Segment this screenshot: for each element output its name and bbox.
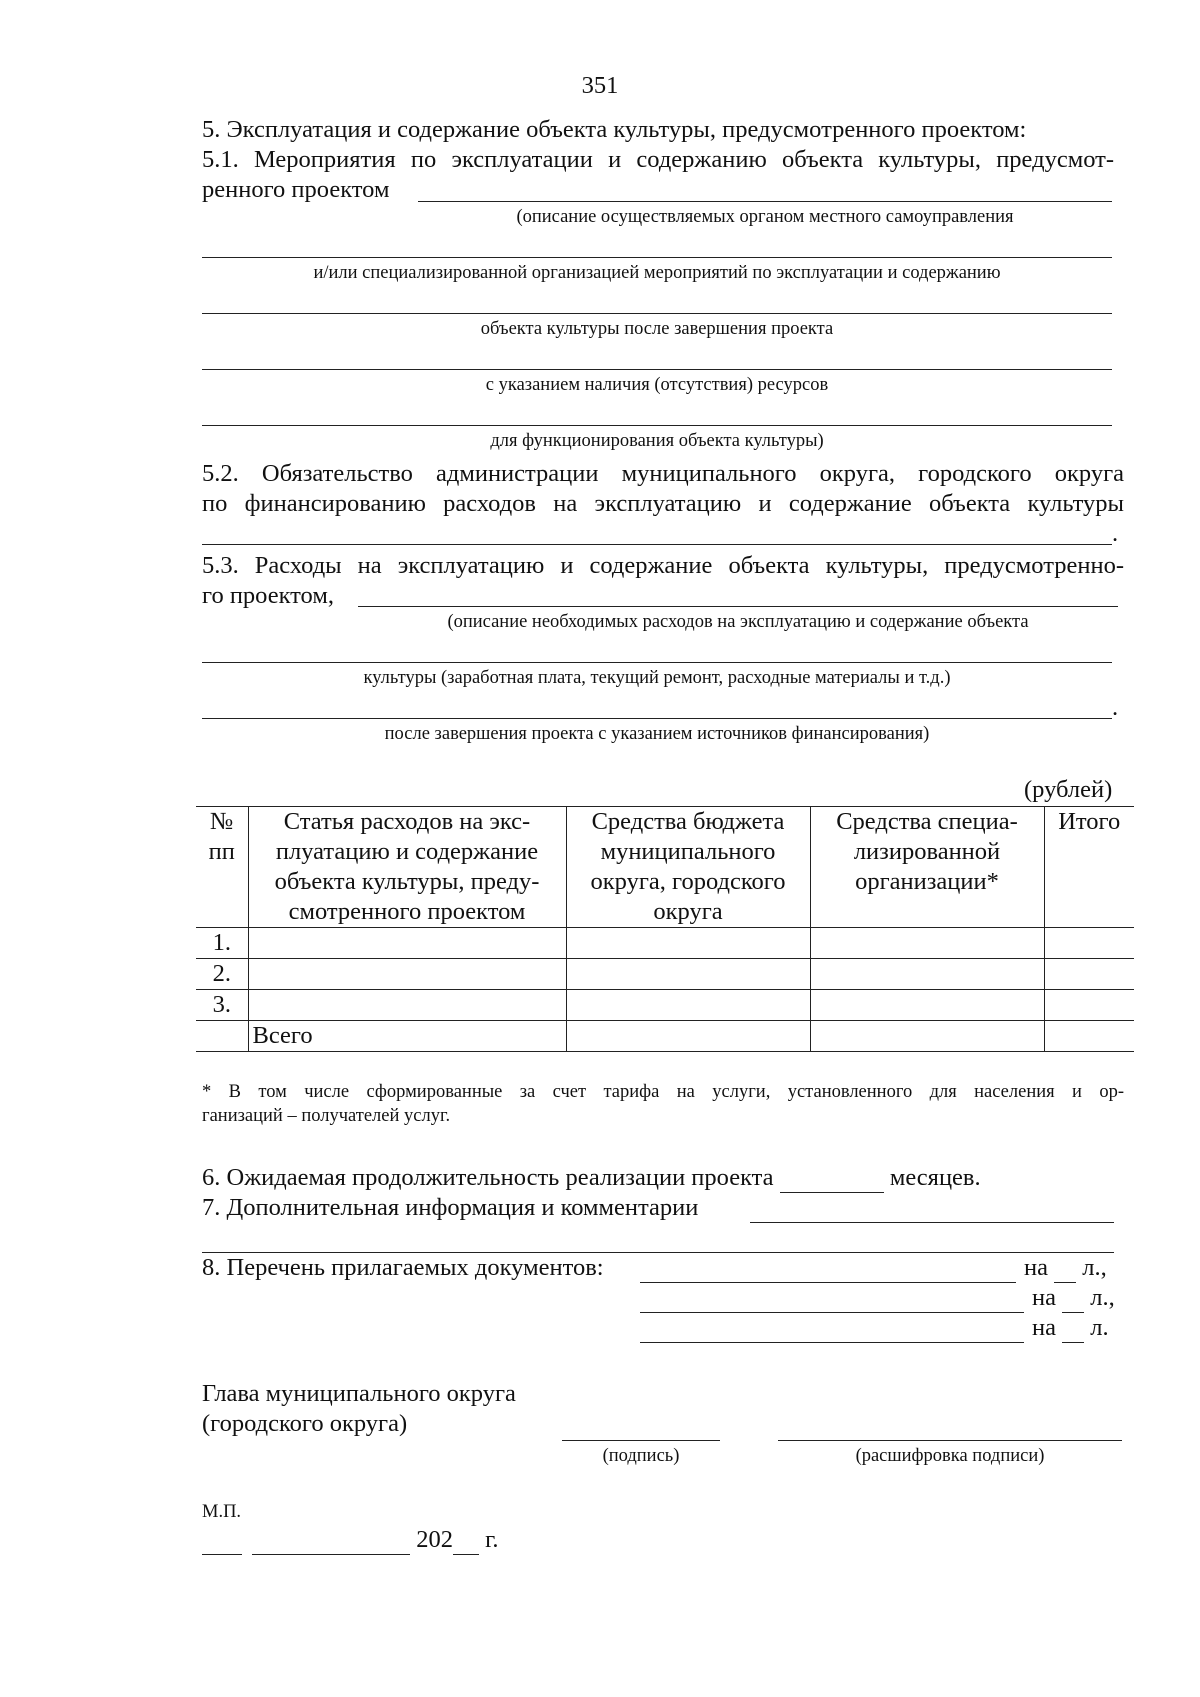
item52-line1: 5.2. Обязательство администрации муниципального округа, городского округа: [202, 460, 1124, 487]
signature-decode-line[interactable]: [778, 1440, 1122, 1441]
row-number: 3.: [196, 990, 248, 1021]
doc-entry-2: на л.,: [1032, 1284, 1115, 1311]
header-expense-item: Статья расходов на экс- плуатацию и содержание объекта культуры, преду- смотренного проектом: [248, 807, 566, 928]
total-label: Всего: [248, 1021, 566, 1052]
item53-blank-line-3[interactable]: [202, 718, 1112, 719]
doc-name-line-2[interactable]: [640, 1312, 1024, 1313]
date-year-prefix: 202: [416, 1526, 453, 1553]
doc-entry-1: на л.,: [1024, 1254, 1107, 1281]
stamp-placeholder: М.П.: [202, 1502, 242, 1522]
item6-unit: месяцев.: [889, 1164, 981, 1191]
costs-table: [196, 806, 1134, 1052]
item51-caption-5: для функционирования объекта культуры): [490, 431, 824, 451]
item51-blank-line-1[interactable]: [418, 201, 1112, 202]
date-line: [202, 1526, 499, 1555]
table-row: [196, 928, 1134, 959]
row-number: 1.: [196, 928, 248, 959]
date-day-input[interactable]: [202, 1526, 242, 1555]
item52-period: .: [1112, 520, 1119, 547]
footnote-line2: ганизаций – получателей услуг.: [202, 1106, 451, 1126]
item51-line1: 5.1. Мероприятия по эксплуатации и содержанию объекта культуры, предусмот-: [202, 146, 1114, 173]
item53-caption-1: (описание необходимых расходов на эксплуатацию и содержание объекта: [447, 612, 1029, 632]
item51-blank-line-4[interactable]: [202, 369, 1112, 370]
item53-line2: го проектом,: [202, 582, 334, 609]
item53-caption-3: после завершения проекта с указанием источников финансирования): [384, 724, 930, 744]
cell-budget-funds-total[interactable]: [566, 1021, 810, 1052]
cell-grand-total[interactable]: [1044, 1021, 1134, 1052]
cell-total[interactable]: [1044, 928, 1134, 959]
cell-budget-funds[interactable]: [566, 959, 810, 990]
item51-blank-line-3[interactable]: [202, 313, 1112, 314]
item51-line2: ренного проектом: [202, 176, 390, 203]
table-total-row: [196, 1021, 1134, 1052]
item51-caption-2: и/или специализированной организацией мероприятий по эксплуатации и содержанию: [313, 263, 1001, 283]
item52-blank-line[interactable]: [202, 544, 1112, 545]
signatory-title-line1: Глава муниципального округа: [202, 1380, 516, 1407]
footnote-line1: * В том числе сформированные за счет тарифа на услуги, установленного для населения и ор-: [202, 1082, 1124, 1102]
section5-heading: 5. Эксплуатация и содержание объекта культуры, предусмотренного проектом:: [202, 116, 1027, 143]
table-row: [196, 990, 1134, 1021]
signatory-title-line2: (городского округа): [202, 1410, 408, 1437]
signature-line[interactable]: [562, 1440, 720, 1441]
header-number: № пп: [196, 807, 248, 928]
doc-pages-input-2[interactable]: [1062, 1284, 1084, 1313]
cell-org-funds-total[interactable]: [810, 1021, 1044, 1052]
cell-total[interactable]: [1044, 990, 1134, 1021]
doc-pages-input-3[interactable]: [1062, 1314, 1084, 1343]
page-number: 351: [581, 72, 619, 99]
item51-caption-1: (описание осуществляемых органом местного самоуправления: [516, 207, 1014, 227]
item6-label: 6. Ожидаемая продолжительность реализации проекта: [202, 1164, 774, 1191]
table-header-row: [196, 807, 1134, 928]
header-org-funds: Средства специа- лизированной организации*: [810, 807, 1044, 928]
cell-org-funds[interactable]: [810, 990, 1044, 1021]
item51-blank-line-2[interactable]: [202, 257, 1112, 258]
item53-line1: 5.3. Расходы на эксплуатацию и содержание объекта культуры, предусмотренно-: [202, 552, 1124, 579]
doc-name-line-3[interactable]: [640, 1342, 1024, 1343]
date-year-input[interactable]: [453, 1526, 479, 1555]
item51-caption-3: объекта культуры после завершения проекта: [480, 319, 834, 339]
item7-input-line-1[interactable]: [750, 1222, 1114, 1223]
header-budget-funds: Средства бюджета муниципального округа, городского округа: [566, 807, 810, 928]
item53-blank-line-1[interactable]: [358, 606, 1118, 607]
table-row: [196, 959, 1134, 990]
row-number: 2.: [196, 959, 248, 990]
date-month-input[interactable]: [252, 1526, 410, 1555]
doc-entry-3: на л.: [1032, 1314, 1109, 1341]
header-total: Итого: [1044, 807, 1134, 928]
item53-period: .: [1112, 694, 1119, 721]
signature-caption: (подпись): [602, 1446, 680, 1466]
doc-pages-input-1[interactable]: [1054, 1254, 1076, 1283]
row-number-empty: [196, 1021, 248, 1052]
item8-label: 8. Перечень прилагаемых документов:: [202, 1254, 604, 1281]
item53-caption-2: культуры (заработная плата, текущий ремонт, расходные материалы и т.д.): [363, 668, 951, 688]
item52-line2: по финансированию расходов на эксплуатацию и содержание объекта культуры: [202, 490, 1124, 517]
cell-org-funds[interactable]: [810, 959, 1044, 990]
item53-blank-line-2[interactable]: [202, 662, 1112, 663]
cell-total[interactable]: [1044, 959, 1134, 990]
signature-decode-caption: (расшифровка подписи): [855, 1446, 1045, 1466]
cell-expense-item[interactable]: [248, 959, 566, 990]
cell-budget-funds[interactable]: [566, 928, 810, 959]
cell-expense-item[interactable]: [248, 928, 566, 959]
item51-caption-4: с указанием наличия (отсутствия) ресурсов: [485, 375, 829, 395]
cell-org-funds[interactable]: [810, 928, 1044, 959]
item6: [202, 1164, 981, 1193]
table-unit: (рублей): [1024, 776, 1113, 803]
item7-input-line-2[interactable]: [202, 1252, 1114, 1253]
cell-budget-funds[interactable]: [566, 990, 810, 1021]
doc-name-line-1[interactable]: [640, 1282, 1016, 1283]
item7-label: 7. Дополнительная информация и комментарии: [202, 1194, 699, 1221]
item51-blank-line-5[interactable]: [202, 425, 1112, 426]
cell-expense-item[interactable]: [248, 990, 566, 1021]
date-year-suffix: г.: [485, 1526, 499, 1553]
months-input[interactable]: [780, 1164, 884, 1193]
